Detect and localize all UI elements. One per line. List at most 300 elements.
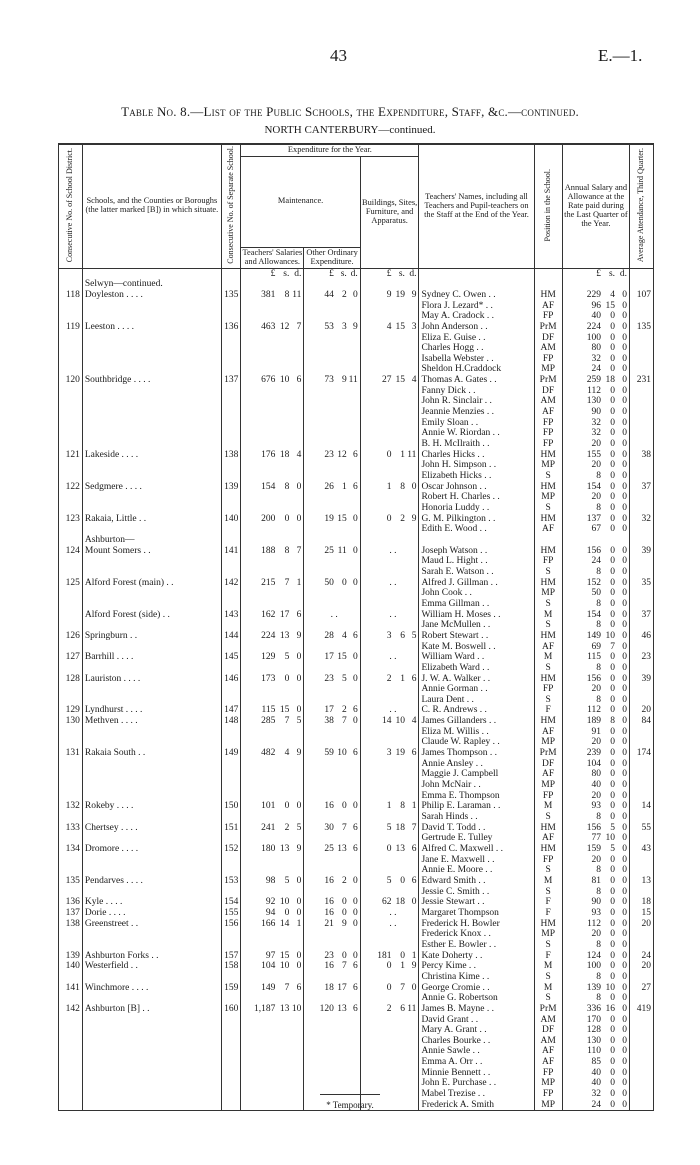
pence: 0: [622, 833, 628, 844]
shillings: 0: [610, 460, 616, 471]
annual-salary: [562, 791, 629, 802]
annual-salary: [562, 588, 629, 599]
table-row: [59, 418, 654, 429]
school-name: Springburn . .: [82, 631, 221, 642]
average-attendance: [630, 492, 654, 503]
school-name: Kyle . . . .: [82, 897, 221, 908]
buildings-amount: [360, 588, 419, 599]
shillings: 0: [284, 801, 290, 812]
pence-label: d.: [409, 268, 417, 279]
school-name: [82, 439, 221, 450]
shillings: 0: [610, 353, 616, 364]
school-name: Pendarves . . . .: [82, 876, 221, 887]
salaries-amount: [241, 737, 304, 748]
pence: 1: [411, 801, 417, 812]
pence: 9: [296, 630, 302, 641]
teacher-name: Emma Gillman . .: [419, 599, 534, 610]
district-number: [59, 1068, 83, 1079]
shillings: 8: [400, 481, 405, 492]
pounds: 91: [591, 726, 602, 737]
annual-salary: [562, 695, 629, 706]
school-number: [221, 1036, 241, 1047]
other-expenditure-amount: [304, 450, 360, 461]
school-name: [82, 311, 221, 322]
district-number: 128: [59, 674, 83, 685]
buildings-amount: [360, 514, 419, 525]
other-expenditure-amount: [304, 833, 360, 844]
teacher-position: DF: [534, 759, 562, 770]
teacher-position: FP: [534, 791, 562, 802]
teacher-position: M: [534, 876, 562, 887]
shillings: 6: [400, 1003, 405, 1014]
pence: 0: [622, 971, 628, 982]
other-expenditure-amount: [304, 503, 360, 514]
school-number: 159: [221, 983, 241, 994]
pounds: 69: [591, 641, 602, 652]
teacher-name: C. R. Andrews . .: [419, 705, 534, 716]
district-number: 134: [59, 844, 83, 855]
salaries-amount: [241, 844, 304, 855]
pounds: 23: [324, 950, 334, 961]
school-name: Alford Forest (main) . .: [82, 578, 221, 589]
buildings-amount: [360, 759, 419, 770]
pence: 0: [296, 897, 302, 908]
buildings-amount: [360, 1068, 419, 1079]
teacher-name: Robert H. Charles . .: [419, 492, 534, 503]
salaries-amount: [241, 450, 304, 461]
other-expenditure-amount: [304, 876, 360, 887]
pence: 0: [622, 961, 628, 972]
other-expenditure-amount: [304, 823, 360, 834]
other-expenditure-amount: [304, 865, 360, 876]
buildings-amount: [360, 855, 419, 866]
teacher-position: HM: [534, 482, 562, 493]
shillings: 15: [395, 375, 405, 386]
table-row: [59, 343, 654, 354]
salaries-amount: [241, 716, 304, 727]
school-number: [221, 684, 241, 695]
district-number: [59, 503, 83, 514]
buildings-amount: [360, 386, 419, 397]
teacher-position: HM: [534, 716, 562, 727]
shillings: 1: [400, 961, 405, 972]
salaries-amount: [241, 567, 304, 578]
school-number: [221, 1068, 241, 1079]
teacher-position: M: [534, 983, 562, 994]
school-name: [82, 386, 221, 397]
average-attendance: 107: [630, 290, 654, 301]
district-number: [59, 993, 83, 1004]
shillings: 0: [610, 513, 616, 524]
salaries-amount: [241, 386, 304, 397]
teacher-name: Robert Stewart . .: [419, 631, 534, 642]
teacher-name: Jessie C. Smith . .: [419, 887, 534, 898]
salaries-amount: [241, 833, 304, 844]
school-name: [82, 460, 221, 471]
header-buildings: Buildings, Sites, Furniture, and Apparatus.: [360, 156, 419, 268]
school-name: [82, 940, 221, 951]
annual-salary: [562, 737, 629, 748]
other-expenditure-amount: [304, 407, 360, 418]
teacher-position: [534, 535, 562, 546]
pence: 9: [411, 961, 417, 972]
annual-salary: [562, 865, 629, 876]
other-expenditure-amount: [304, 791, 360, 802]
pence: 0: [622, 1003, 628, 1014]
shillings: 17: [337, 982, 347, 993]
pounds: 130: [586, 1035, 602, 1046]
other-expenditure-amount: [304, 1036, 360, 1047]
pence: 0: [622, 950, 628, 961]
pence: 6: [296, 375, 302, 386]
table-row: [59, 1036, 654, 1047]
annual-salary: [562, 450, 629, 461]
shillings: 19: [395, 289, 405, 300]
district-number: [59, 780, 83, 791]
average-attendance: [630, 301, 654, 312]
other-expenditure-amount: [304, 492, 360, 503]
table-row: [59, 1068, 654, 1079]
shillings: 17: [279, 609, 290, 620]
shilling-label: s.: [398, 268, 405, 279]
teacher-name: Annie Sawle . .: [419, 1046, 534, 1057]
average-attendance: [630, 503, 654, 514]
table-row: [59, 1078, 654, 1089]
annual-salary: [562, 492, 629, 503]
teacher-name: Gertrude E. Tulley: [419, 833, 534, 844]
buildings-amount: [360, 1036, 419, 1047]
table-row: [59, 716, 654, 727]
average-attendance: [630, 769, 654, 780]
pounds: 30: [324, 822, 334, 833]
annual-salary: [562, 961, 629, 972]
average-attendance: 20: [630, 919, 654, 930]
other-expenditure-amount: [304, 674, 360, 685]
pounds: 20: [591, 737, 602, 748]
teacher-name: Charles Hogg . .: [419, 343, 534, 354]
pounds: 24: [591, 556, 602, 567]
pounds: 173: [261, 673, 276, 684]
pence: 0: [622, 566, 628, 577]
pence: 0: [296, 481, 302, 492]
teacher-position: MP: [534, 492, 562, 503]
shillings: 0: [610, 439, 616, 450]
school-name: [82, 663, 221, 674]
other-expenditure-amount: [304, 929, 360, 940]
shillings: 0: [342, 907, 347, 918]
annual-salary: [562, 705, 629, 716]
other-expenditure-amount: [304, 737, 360, 748]
other-expenditure-amount: [304, 1078, 360, 1089]
teacher-position: PrM: [534, 375, 562, 386]
annual-salary: [562, 535, 629, 546]
other-expenditure-amount: [304, 460, 360, 471]
pounds: 152: [586, 577, 602, 588]
pounds: 112: [587, 705, 602, 716]
average-attendance: 15: [630, 908, 654, 919]
school-name: [82, 599, 221, 610]
teacher-name: Laura Dent . .: [419, 695, 534, 706]
other-expenditure-amount: [304, 290, 360, 301]
other-expenditure-amount: [304, 769, 360, 780]
shillings: 10: [279, 961, 290, 972]
pounds: 130: [586, 396, 602, 407]
buildings-amount: [360, 674, 419, 685]
shillings: 0: [284, 907, 290, 918]
pence: 0: [622, 471, 628, 482]
salaries-amount: [241, 727, 304, 738]
pence: 5: [411, 630, 417, 641]
shillings: 7: [284, 982, 290, 993]
shillings: 0: [400, 875, 405, 886]
pounds: 156: [586, 822, 602, 833]
pence: 0: [622, 449, 628, 460]
school-name: [82, 1025, 221, 1036]
table-row: [59, 642, 654, 653]
pence: 0: [353, 545, 358, 556]
table-row: [59, 759, 654, 770]
annual-salary: [562, 610, 629, 621]
annual-salary: [562, 1015, 629, 1026]
annual-salary: [562, 919, 629, 930]
teacher-name: James Gillanders . .: [419, 716, 534, 727]
pounds: 9: [386, 289, 392, 300]
other-expenditure-amount: [304, 705, 360, 716]
district-number: 133: [59, 823, 83, 834]
teacher-name: John R. Sinclair . .: [419, 396, 534, 407]
shillings: 14: [279, 918, 290, 929]
district-number: [59, 887, 83, 898]
shillings: 0: [610, 449, 616, 460]
pounds: 28: [324, 630, 334, 641]
annual-salary: [562, 343, 629, 354]
pence: 0: [622, 748, 628, 759]
school-number: [221, 333, 241, 344]
table-row: [59, 951, 654, 962]
table-row: [59, 833, 654, 844]
teacher-position: PrM: [534, 322, 562, 333]
school-number: [221, 460, 241, 471]
buildings-amount: [360, 1004, 419, 1015]
school-number: 147: [221, 705, 241, 716]
teacher-name: B. H. McIlraith . .: [419, 439, 534, 450]
table-subtitle: NORTH CANTERBURY—continued.: [264, 124, 436, 136]
pounds: 67: [591, 524, 602, 535]
buildings-amount: [360, 599, 419, 610]
salaries-amount: [241, 1046, 304, 1057]
average-attendance: 55: [630, 823, 654, 834]
teacher-position: M: [534, 610, 562, 621]
buildings-amount: [360, 279, 419, 290]
salaries-amount: [241, 492, 304, 503]
school-name: [82, 428, 221, 439]
other-expenditure-amount: [304, 961, 360, 972]
annual-salary: [562, 780, 629, 791]
annual-salary: [562, 940, 629, 951]
pence: 6: [296, 982, 302, 993]
school-name: [82, 769, 221, 780]
pence: 0: [296, 652, 302, 663]
shillings: 0: [610, 854, 616, 865]
school-number: [221, 418, 241, 429]
school-name: [82, 642, 221, 653]
shillings: 1: [400, 673, 405, 684]
pounds: 21: [324, 918, 334, 929]
footnote: * Temporary.: [326, 1100, 374, 1110]
table-row: [59, 514, 654, 525]
pence: 0: [622, 939, 628, 950]
district-number: [59, 418, 83, 429]
pounds: 259: [586, 375, 602, 386]
teacher-position: AF: [534, 1057, 562, 1068]
teacher-name: Jane E. Maxwell . .: [419, 855, 534, 866]
other-expenditure-amount: [304, 759, 360, 770]
annual-salary: [562, 674, 629, 685]
school-name: [82, 737, 221, 748]
school-number: [221, 588, 241, 599]
average-attendance: [630, 439, 654, 450]
other-expenditure-amount: [304, 546, 360, 557]
pence: 1: [296, 918, 302, 929]
pence: 9: [296, 844, 302, 854]
pounds: 38: [324, 716, 334, 727]
school-number: [221, 439, 241, 450]
other-expenditure-amount: [304, 333, 360, 344]
pence: 0: [622, 588, 628, 599]
buildings-amount: [360, 983, 419, 994]
average-attendance: [630, 460, 654, 471]
teacher-name: John McNair . .: [419, 780, 534, 791]
buildings-amount: [360, 301, 419, 312]
table-row: [59, 396, 654, 407]
pence: 0: [622, 375, 628, 386]
teacher-name: John E. Purchase . .: [419, 1078, 534, 1089]
buildings-amount: [360, 631, 419, 642]
district-number: [59, 343, 83, 354]
teacher-name: Jane McMullen . .: [419, 620, 534, 631]
shillings: 8: [400, 801, 405, 812]
pounds: 8: [596, 598, 602, 609]
average-attendance: [630, 1036, 654, 1047]
shillings: 15: [337, 652, 347, 663]
pence: 1: [296, 577, 302, 588]
average-attendance: 37: [630, 610, 654, 621]
salaries-amount: [241, 919, 304, 930]
teacher-name: John Anderson . .: [419, 322, 534, 333]
school-number: [221, 407, 241, 418]
average-attendance: 37: [630, 482, 654, 493]
pence: 0: [622, 875, 628, 886]
pounds: 50: [324, 577, 334, 588]
pounds: 482: [261, 748, 276, 759]
table-row: [59, 855, 654, 866]
teacher-position: MP: [534, 737, 562, 748]
district-number: 124: [59, 546, 83, 557]
pence: 0: [622, 353, 628, 364]
school-number: 146: [221, 674, 241, 685]
district-number: [59, 1078, 83, 1089]
pence: 0: [622, 673, 628, 684]
district-number: [59, 439, 83, 450]
annual-salary: [562, 684, 629, 695]
table-row: [59, 791, 654, 802]
shillings: 0: [610, 343, 616, 354]
teacher-name: Jessie Stewart . .: [419, 897, 534, 908]
teacher-position: HM: [534, 450, 562, 461]
district-number: [59, 396, 83, 407]
district-number: 140: [59, 961, 83, 972]
school-number: [221, 1089, 241, 1100]
pence: 0: [622, 513, 628, 524]
teacher-position: HM: [534, 823, 562, 834]
pounds: 8: [596, 886, 602, 897]
buildings-amount: [360, 439, 419, 450]
shillings: 4: [342, 630, 347, 641]
teacher-name: Thomas A. Gates . .: [419, 375, 534, 386]
table-body: [59, 268, 654, 1111]
pence: 0: [411, 982, 417, 993]
pence: 0: [296, 907, 302, 918]
school-name: Lyndhurst . . . .: [82, 705, 221, 716]
pence: 0: [622, 343, 628, 354]
annual-salary: [562, 1004, 629, 1015]
school-name: [82, 1015, 221, 1026]
table-row: [59, 567, 654, 578]
average-attendance: [630, 396, 654, 407]
district-number: 129: [59, 705, 83, 716]
pence: 0: [622, 321, 628, 332]
other-expenditure-amount: [304, 1068, 360, 1079]
average-attendance: [630, 833, 654, 844]
average-attendance: [630, 311, 654, 322]
pounds: 0: [386, 513, 392, 524]
salaries-amount: [241, 972, 304, 983]
salaries-amount: [241, 514, 304, 525]
school-name: [82, 556, 221, 567]
pence: 0: [411, 897, 417, 908]
annual-salary: [562, 599, 629, 610]
district-number: [59, 737, 83, 748]
shillings: 15: [279, 705, 290, 716]
school-number: 153: [221, 876, 241, 887]
buildings-amount: [360, 333, 419, 344]
teacher-name: David Grant . .: [419, 1015, 534, 1026]
average-attendance: [630, 684, 654, 695]
pence: 0: [622, 918, 628, 929]
district-number: [59, 812, 83, 823]
annual-salary: [562, 279, 629, 290]
pence: 0: [622, 865, 628, 876]
pounds: 80: [591, 769, 602, 780]
table-row: [59, 290, 654, 301]
average-attendance: [630, 418, 654, 429]
shillings: 0: [342, 801, 347, 812]
pounds: 336: [586, 1003, 602, 1014]
annual-salary: [562, 642, 629, 653]
school-number: 158: [221, 961, 241, 972]
pence: 4: [411, 375, 417, 386]
other-expenditure-amount: [304, 567, 360, 578]
average-attendance: 46: [630, 631, 654, 642]
district-number: [59, 354, 83, 365]
pounds: 137: [586, 513, 602, 524]
pounds: 40: [591, 1067, 602, 1078]
salaries-amount: [241, 546, 304, 557]
pence: 6: [353, 449, 358, 460]
annual-salary: [562, 1046, 629, 1057]
pence: 9: [411, 513, 417, 524]
shillings: 0: [610, 577, 616, 588]
